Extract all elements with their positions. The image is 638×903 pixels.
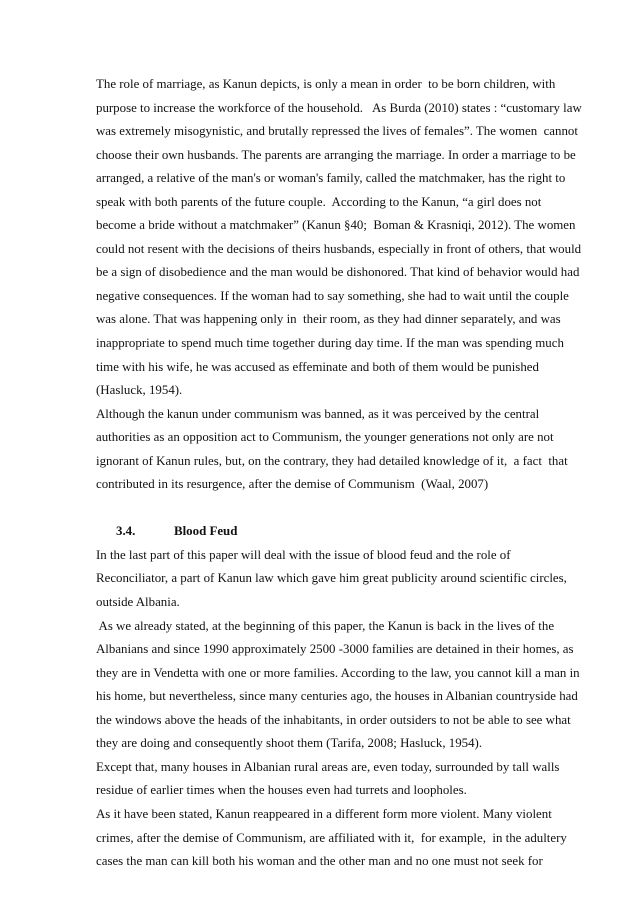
paragraph-communism [96,403,596,497]
text-line: be a sign of disobedience and the man would be dishonored. That kind of behavior would had [96,265,580,280]
paragraph-spacer [96,497,596,521]
text-line: outside Albania. [96,595,180,610]
text-line: As we already stated, at the beginning of this paper, the Kanun is back in the lives of the [96,618,555,633]
text-line: choose their own husbands. The parents are arranging the marriage. In order a marriage to be [96,147,576,162]
paragraph-walls [96,756,596,803]
text-line: become a bride without a matchmaker” (Kanun §40; Boman & Krasniqi, 2012). The women [96,218,576,233]
section-heading [96,520,596,544]
text-line: In the last part of this paper will deal with the issue of blood feud and the role of [96,547,511,562]
text-line: The role of marriage, as Kanun depicts, is only a mean in order to be born children, with [96,77,556,91]
paragraph-violence [96,803,596,874]
text-line: ignorant of Kanun rules, but, on the contrary, they had detailed knowledge of it, a fact that [96,453,568,468]
text-line: Reconciliator, a part of Kanun law which gave him great publicity around scientific circles, [96,571,567,586]
section-title: Blood Feud [174,524,238,539]
text-line: could not resent with the decisions of theirs husbands, especially in front of others, that would [96,241,582,256]
text-line: contributed in its resurgence, after the demise of Communism (Waal, 2007) [96,477,489,492]
text-line: (Hasluck, 1954). [96,383,183,398]
text-line: his home, but nevertheless, since many centuries ago, the houses in Albanian countryside had [96,689,578,704]
text-line: the windows above the heads of the inhabitants, in order outsiders to not be able to see what [96,712,571,727]
text-line: Albanians and since 1990 approximately 2500 -3000 families are detained in their homes, as [96,642,574,657]
text-line: inappropriate to spend much time together during day time. If the man was spending much [96,336,564,351]
text-line: purpose to increase the workforce of the household. As Burda (2010) states : “customary law [96,100,582,115]
section-number: 3.4. [116,524,136,539]
paragraph-intro [96,544,596,615]
text-line: time with his wife, he was accused as effeminate and both of them would be punished [96,359,539,374]
text-line: crimes, after the demise of Communism, are affiliated with it, for example, in the adultery [96,830,567,845]
text-line: was alone. That was happening only in their room, as they had dinner separately, and was [96,312,561,327]
text-line: negative consequences. If the woman had to say something, she had to wait until the couple [96,288,569,303]
text-line: Except that, many houses in Albanian rural areas are, even today, surrounded by tall walls [96,759,560,774]
text-line: they are in Vendetta with one or more families. According to the law, you cannot kill a man in [96,665,580,680]
text-line: was extremely misogynistic, and brutally repressed the lives of females”. The women cannot [96,124,578,139]
document-body [96,73,596,874]
text-line: cases the man can kill both his woman and the other man and no one must not seek for [96,854,543,869]
text-line: Although the kanun under communism was banned, as it was perceived by the central [96,406,540,421]
text-line: arranged, a relative of the man's or woman's family, called the matchmaker, has the right to [96,171,566,186]
text-line: speak with both parents of the future couple. According to the Kanun, “a girl does not [96,194,542,209]
paragraph-vendetta [96,615,596,756]
paragraph-marriage [96,73,596,403]
text-line: authorities as an opposition act to Communism, the younger generations not only are not [96,430,554,445]
text-line: they are doing and consequently shoot them (Tarifa, 2008; Hasluck, 1954). [96,736,483,751]
text-line: As it have been stated, Kanun reappeared in a different form more violent. Many violent [96,806,552,821]
text-line: residue of earlier times when the houses even had turrets and loopholes. [96,783,467,798]
